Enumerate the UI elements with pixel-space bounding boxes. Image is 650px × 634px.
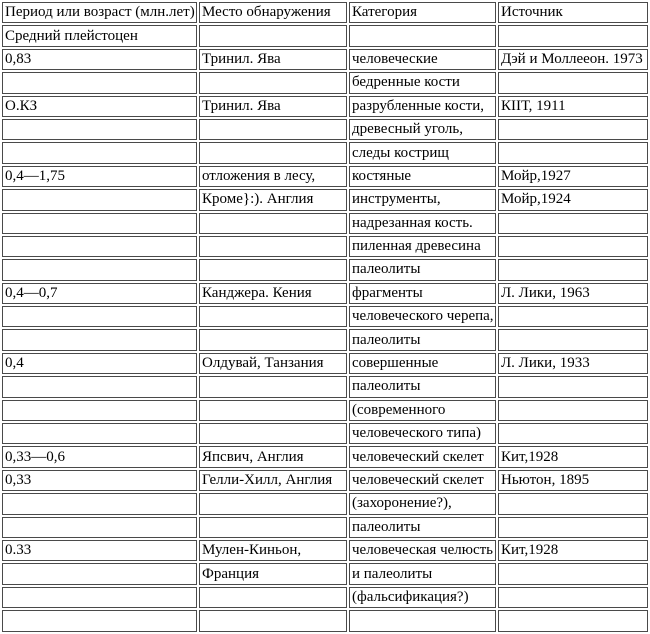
table-cell: Япсвич, Англия [199,446,347,467]
table-cell: (фальсификация?) [349,587,496,608]
table-cell: разрубленные кости, [349,96,496,117]
table-cell: надрезанная кость. [349,213,496,234]
table-cell: следы кострищ [349,142,496,163]
table-cell [2,119,197,140]
table-cell: Л. Лики, 1933 [498,353,648,374]
table-cell [199,259,347,280]
table-row [2,306,648,327]
table-cell: палеолиты [349,517,496,538]
table-cell: совершенные [349,353,496,374]
table-cell [498,376,648,397]
table-row [2,166,648,187]
table-cell: человеческий скелет [349,470,496,491]
table-cell: Франция [199,563,347,584]
table-cell: человеческого черепа, [349,306,496,327]
table-row [2,423,648,444]
table-cell: Тринил. Ява [199,49,347,70]
table-cell [199,517,347,538]
table-cell [498,587,648,608]
table-cell [2,517,197,538]
table-cell: древесный уголь, [349,119,496,140]
table-cell [498,72,648,93]
table-row [2,96,648,117]
table-cell [199,423,347,444]
table-cell [498,259,648,280]
table-row [2,587,648,608]
table-cell: Ньютон, 1895 [498,470,648,491]
table-cell [498,329,648,350]
table-row [2,470,648,491]
table-cell [199,587,347,608]
table-row [2,329,648,350]
column-header: Категория [349,2,496,23]
table-cell [199,400,347,421]
table-cell: Кит,1928 [498,540,648,561]
table-cell [498,610,648,631]
table-cell: Канджера. Кения [199,283,347,304]
table-cell: 0,4—1,75 [2,166,197,187]
table-row [2,446,648,467]
table-cell [2,236,197,257]
table-cell [349,25,496,46]
table-cell [498,213,648,234]
table-cell [498,423,648,444]
table-cell [2,189,197,210]
table-cell: Тринил. Ява [199,96,347,117]
table-cell: Средний плейстоцен [2,25,197,46]
table-cell [498,25,648,46]
table-cell [199,25,347,46]
table-cell: Мойр,1927 [498,166,648,187]
table-cell [199,376,347,397]
table-cell: (захоронение?), [349,493,496,514]
table-cell [2,610,197,631]
table-row [2,49,648,70]
table-cell: человеческого типа) [349,423,496,444]
table-row [2,400,648,421]
table-cell [2,587,197,608]
table-cell [2,423,197,444]
table-cell [199,306,347,327]
table-row [2,283,648,304]
table-cell: отложения в лесу, [199,166,347,187]
table-cell [498,236,648,257]
table-cell [498,142,648,163]
column-header: Источник [498,2,648,23]
table-row [2,142,648,163]
table-cell: Гелли-Хилл, Англия [199,470,347,491]
table-cell: пиленная древесина [349,236,496,257]
table-cell: человеческий скелет [349,446,496,467]
table-cell: Кит,1928 [498,446,648,467]
table-row [2,259,648,280]
table-cell: фрагменты [349,283,496,304]
table-cell [199,329,347,350]
table-cell [199,142,347,163]
table-cell [199,236,347,257]
table-cell: 0,33 [2,470,197,491]
table-cell: О.КЗ [2,96,197,117]
table-cell: 0,83 [2,49,197,70]
table-cell [498,563,648,584]
table-row [2,610,648,631]
column-header: Период или возраст (млн.лет) [2,2,197,23]
table-cell [498,119,648,140]
table-body [2,25,648,631]
table-cell [2,259,197,280]
table-cell: костяные [349,166,496,187]
table-cell: человеческие [349,49,496,70]
table-cell: Кроме}:). Англия [199,189,347,210]
column-header: Место обнаружения [199,2,347,23]
table-cell: Мойр,1924 [498,189,648,210]
table-cell: и палеолиты [349,563,496,584]
table-cell [199,610,347,631]
table-cell: палеолиты [349,376,496,397]
table-cell: (современного [349,400,496,421]
table-cell: КIIТ, 1911 [498,96,648,117]
table-cell [498,493,648,514]
table-cell: 0,4—0,7 [2,283,197,304]
table-cell [2,306,197,327]
table-row [2,25,648,46]
table-cell: 0,4 [2,353,197,374]
table-cell: палеолиты [349,259,496,280]
table-row [2,517,648,538]
table-cell [2,376,197,397]
table-cell [2,213,197,234]
table-cell: человеческая челюсть [349,540,496,561]
table-cell [2,563,197,584]
table-cell [2,493,197,514]
table-row [2,563,648,584]
table-cell: Дэй и Моллееон. 1973 [498,49,648,70]
table-cell [349,610,496,631]
table-cell [498,517,648,538]
table-cell [2,329,197,350]
table-cell: бедренные кости [349,72,496,93]
table-row [2,376,648,397]
table-cell [2,72,197,93]
table-cell: Мулен-Киньон, [199,540,347,561]
table-cell [498,306,648,327]
table-cell [199,493,347,514]
table-row [2,72,648,93]
table-cell: 0.33 [2,540,197,561]
table-cell: Л. Лики, 1963 [498,283,648,304]
table-cell [199,119,347,140]
table-cell: палеолиты [349,329,496,350]
table-cell: инструменты, [349,189,496,210]
table-row [2,189,648,210]
table-cell [498,400,648,421]
table-cell [2,142,197,163]
table-row [2,493,648,514]
table-cell [2,400,197,421]
header-row [2,2,648,23]
table-cell [199,72,347,93]
table-row [2,540,648,561]
table-row [2,213,648,234]
table-row [2,353,648,374]
table-row [2,236,648,257]
table-cell: Олдувай, Танзания [199,353,347,374]
table-cell: 0,33—0,6 [2,446,197,467]
table-row [2,119,648,140]
table-cell [199,213,347,234]
